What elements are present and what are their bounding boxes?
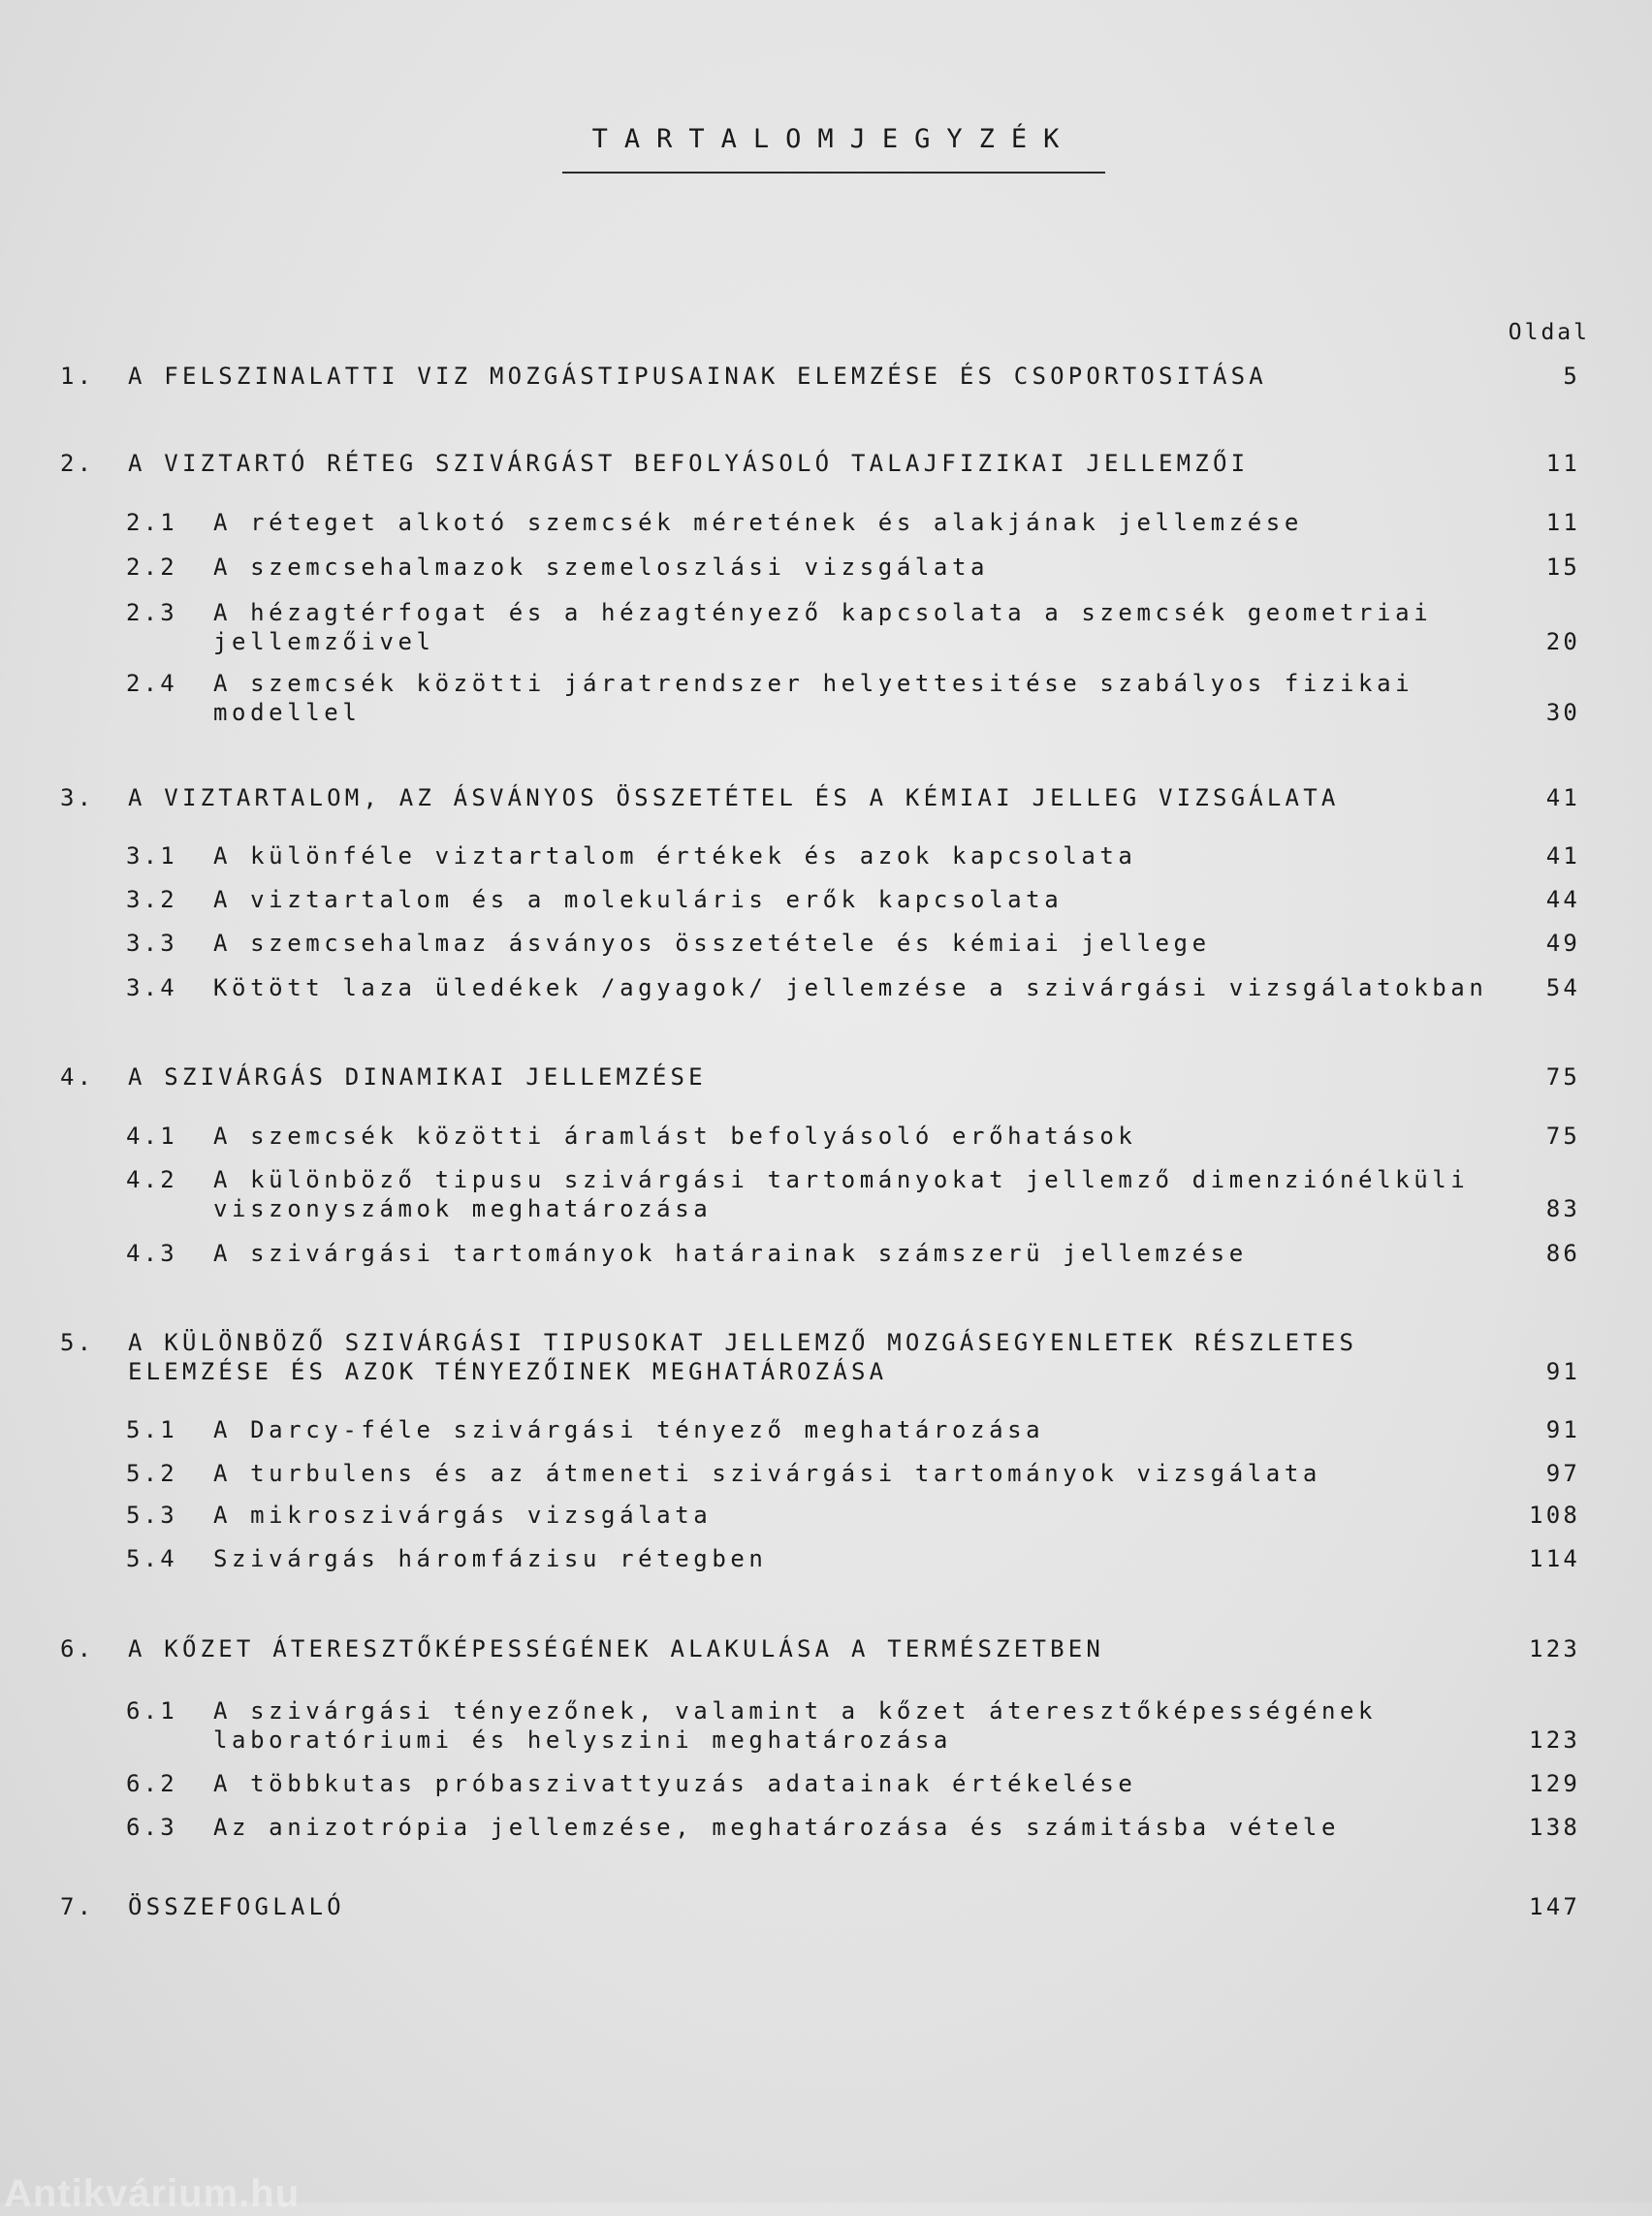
toc-entry-page: 41 [1545, 842, 1580, 870]
toc-entry-title: A különféle viztartalom értékek és azok kapcsolata [213, 842, 1137, 870]
toc-entry-title: A Darcy-féle szivárgási tényező meghatározása [213, 1416, 1045, 1443]
toc-entry-number: 5.1 [126, 1416, 177, 1443]
toc-entry-number: 3.1 [126, 842, 177, 870]
toc-entry-title: A FELSZINALATTI VIZ MOZGÁSTIPUSAINAK ELEMZÉSE ÉS CSOPORTOSITÁSA [128, 363, 1267, 390]
toc-entry-number: 2.3 [126, 599, 177, 626]
toc-entry-page: 114 [1529, 1545, 1580, 1572]
toc-entry-number: 1. [60, 363, 95, 390]
toc-entry-number: 4.2 [126, 1166, 177, 1193]
toc-entry-title: A KŐZET ÁTERESZTŐKÉPESSÉGÉNEK ALAKULÁSA A TERMÉSZETBEN [128, 1635, 1105, 1662]
toc-entry-page: 138 [1529, 1814, 1580, 1841]
toc-entry-number: 3.4 [126, 974, 177, 1001]
toc-entry-page: 15 [1545, 554, 1580, 581]
toc-entry-title: modellel [213, 699, 362, 726]
toc-entry-number: 3. [60, 784, 95, 811]
toc-entry-page: 83 [1545, 1195, 1580, 1222]
toc-entry-title: A szivárgási tényezőnek, valamint a kőzet áteresztőképességének [213, 1697, 1378, 1725]
toc-entry-page: 75 [1545, 1123, 1580, 1150]
toc-entry-title: A többkutas próbaszivattyuzás adatainak értékelése [213, 1770, 1137, 1797]
toc-entry-page: 20 [1545, 628, 1580, 655]
toc-entry-title: jellemzőivel [213, 628, 435, 655]
toc-entry-page: 30 [1545, 699, 1580, 726]
toc-entry-page: 123 [1529, 1635, 1580, 1662]
toc-entry-page: 49 [1545, 930, 1580, 957]
toc-entry-title: laboratóriumi és helyszini meghatározása [213, 1726, 952, 1754]
toc-entry-title: A VIZTARTÓ RÉTEG SZIVÁRGÁST BEFOLYÁSOLÓ TALAJFIZIKAI JELLEMZŐI [128, 450, 1250, 477]
toc-entry-number: 6.1 [126, 1697, 177, 1725]
toc-entry-page: 11 [1545, 509, 1580, 536]
toc-entry-page: 54 [1545, 974, 1580, 1001]
toc-entry-number: 4.3 [126, 1240, 177, 1267]
toc-entry-title: A viztartalom és a molekuláris erők kapcsolata [213, 886, 1064, 913]
toc-entry-title: A szemcsék közötti áramlást befolyásoló erőhatások [213, 1123, 1137, 1150]
toc-entry-number: 3.2 [126, 886, 177, 913]
toc-entry-title: ELEMZÉSE ÉS AZOK TÉNYEZŐINEK MEGHATÁROZÁSA [128, 1358, 888, 1385]
toc-entry-title: ÖSSZEFOGLALÓ [128, 1893, 345, 1920]
toc-entry-title: A VIZTARTALOM, AZ ÁSVÁNYOS ÖSSZETÉTEL ÉS A KÉMIAI JELLEG VIZSGÁLATA [128, 784, 1340, 811]
toc-entry-number: 6.3 [126, 1814, 177, 1841]
toc-entry-page: 108 [1529, 1502, 1580, 1529]
toc-entry-number: 6.2 [126, 1770, 177, 1797]
page-title: TARTALOMJEGYZÉK [562, 124, 1105, 174]
toc-entry-title: A réteget alkotó szemcsék méretének és alakjának jellemzése [213, 509, 1303, 536]
toc-entry-page: 11 [1545, 450, 1580, 477]
toc-entry-page: 123 [1529, 1726, 1580, 1754]
toc-entry-number: 5.4 [126, 1545, 177, 1572]
toc-entry-title: viszonyszámok meghatározása [213, 1195, 713, 1222]
toc-entry-number: 3.3 [126, 930, 177, 957]
toc-entry-number: 2.4 [126, 670, 177, 697]
toc-entry-number: 2.1 [126, 509, 177, 536]
page-column-header: Oldal [1508, 320, 1590, 345]
toc-entry-title: A szemcsék közötti járatrendszer helyettesitése szabályos fizikai [213, 670, 1414, 697]
toc-entry-page: 5 [1563, 363, 1580, 390]
toc-entry-page: 41 [1545, 784, 1580, 811]
toc-entry-page: 147 [1529, 1893, 1580, 1920]
toc-entry-page: 91 [1545, 1416, 1580, 1443]
toc-entry-number: 5.2 [126, 1460, 177, 1487]
toc-entry-number: 5.3 [126, 1502, 177, 1529]
toc-entry-number: 6. [60, 1635, 95, 1662]
toc-entry-title: Kötött laza üledékek /agyagok/ jellemzése a szivárgási vizsgálatokban [213, 974, 1488, 1001]
toc-entry-title: Az anizotrópia jellemzése, meghatározása és számitásba vétele [213, 1814, 1341, 1841]
toc-entry-number: 2. [60, 450, 95, 477]
toc-entry-title: A KÜLÖNBÖZŐ SZIVÁRGÁSI TIPUSOKAT JELLEMZŐ MOZGÁSEGYENLETEK RÉSZLETES [128, 1329, 1358, 1356]
toc-entry-title: A különböző tipusu szivárgási tartományokat jellemző dimenziónélküli [213, 1166, 1470, 1193]
toc-entry-title: A szivárgási tartományok határainak számszerü jellemzése [213, 1240, 1248, 1267]
toc-entry-number: 2.2 [126, 554, 177, 581]
toc-entry-number: 4. [60, 1063, 95, 1091]
toc-entry-page: 129 [1529, 1770, 1580, 1797]
toc-entry-title: A hézagtérfogat és a hézagtényező kapcsolata a szemcsék geometriai [213, 599, 1433, 626]
toc-entry-number: 7. [60, 1893, 95, 1920]
toc-entry-page: 44 [1545, 886, 1580, 913]
toc-entry-title: Szivárgás háromfázisu rétegben [213, 1545, 768, 1572]
toc-entry-number: 4.1 [126, 1123, 177, 1150]
toc-entry-page: 86 [1545, 1240, 1580, 1267]
toc-entry-title: A mikroszivárgás vizsgálata [213, 1502, 713, 1529]
toc-entry-number: 5. [60, 1329, 95, 1356]
watermark: Antikvárium.hu [4, 2172, 301, 2215]
toc-entry-title: A SZIVÁRGÁS DINAMIKAI JELLEMZÉSE [128, 1063, 707, 1091]
toc-entry-title: A turbulens és az átmeneti szivárgási tartományok vizsgálata [213, 1460, 1321, 1487]
toc-entry-page: 75 [1545, 1063, 1580, 1091]
toc-entry-page: 97 [1545, 1460, 1580, 1487]
toc-entry-page: 91 [1545, 1358, 1580, 1385]
toc-entry-title: A szemcsehalmazok szemeloszlási vizsgálata [213, 554, 990, 581]
toc-entry-title: A szemcsehalmaz ásványos összetétele és kémiai jellege [213, 930, 1211, 957]
